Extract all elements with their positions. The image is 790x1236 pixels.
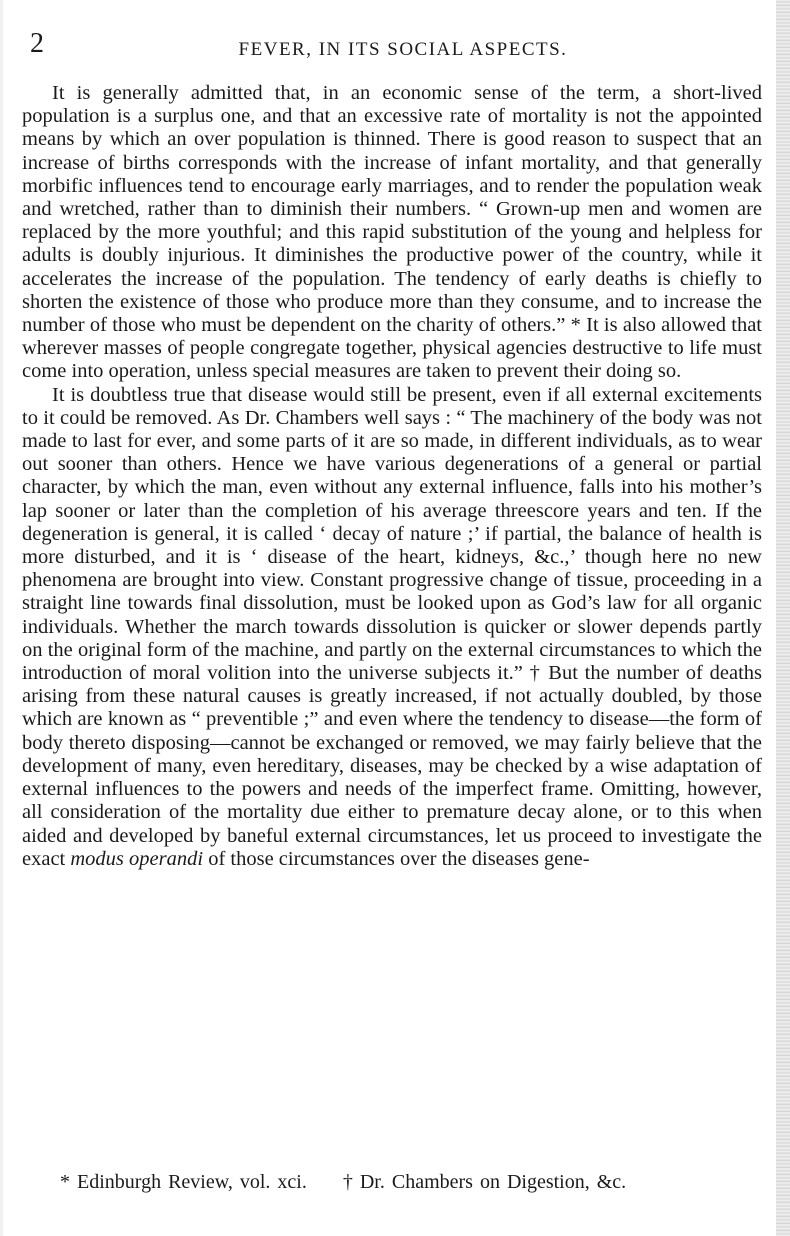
running-title: FEVER, IN ITS SOCIAL ASPECTS. (238, 39, 568, 60)
paragraph-1: It is generally admitted that, in an economic sense of the term, a short-lived population is a surplus one, and that an excessive rate of mortality is not the appointed means by which an over population is thinned. There is good reason to suspect that an increase of births corresponds with the increase of infant mortality, and that generally morbific influences tend to encourage early marriages, and to render the population weak and wretched, rather than to diminish their numbers. “ Grown-up men and women are replaced by the more youthful; and this rapid substitution of the young and helpless for adults is doubly injurious. It diminishes the productive power of the country, while it accelerates the increase of the population. The tendency of early deaths is chiefly to shorten the existence of those who produce more than they consume, and to increase the number of those who must be dependent on the charity of others.” * It is also allowed that wherever masses of people congregate together, physical agencies destructive to life must come into operation, unless special measures are taken to prevent their doing so. (22, 82, 762, 383)
footnotes (60, 1170, 740, 1194)
body-text (22, 82, 762, 871)
page-right-edge-shadow (776, 0, 790, 1236)
paragraph-2-text-start: It is doubtless true that disease would still be present, even if all external excitements to it could be removed. As Dr. Chambers well says : “ The machinery of the body was not made to last for ever, and some parts of it are so made, in different individuals, as to wear out sooner than others. Hence we have various degenerations of a general or partial character, by which the man, even without any external influence, falls into his mother’s lap sooner or later than the completion of his average threescore years and ten. If the degeneration is general, it is called ‘ decay of nature ;’ if partial, the balance of health is more disturbed, and it is ‘ disease of the heart, kidneys, &c.,’ though here no new phenomena are brought into view. Constant progressive change of tissue, proceeding in a straight line towards final dissolution, must be looked upon as God’s law for all organic individuals. Whether the march towards dissolution is quicker or slower depends partly on the original form of the machine, and partly on the external circumstances to which the introduction of moral volition into the universe subjects it.” † But the number of deaths arising from these natural causes is greatly increased, if not actually doubled, by those which are known as “ preventible ;” and even where the tendency to disease—the form of body thereto disposing—cannot be exchanged or removed, we may fairly believe that the development of many, even hereditary, diseases, may be checked by a wise adaptation of external influences to the powers and needs of the imperfect frame. Omitting, however, all consideration of the mortality due either to premature decay alone, or to this when aided and developed by baneful external circumstances, let us proceed to investigate the exact (22, 383, 762, 870)
page-header (30, 30, 750, 66)
paragraph-2 (22, 384, 762, 871)
footnote-1: * Edinburgh Review, vol. xci. (60, 1171, 307, 1193)
page-left-edge (0, 0, 3, 1236)
page-number: 2 (30, 28, 44, 59)
footnote-2: † Dr. Chambers on Digestion, &c. (342, 1171, 627, 1193)
paragraph-2-text-end: of those circumstances over the diseases gene- (208, 847, 590, 870)
paragraph-2-italic-phrase: modus operandi (70, 847, 204, 870)
